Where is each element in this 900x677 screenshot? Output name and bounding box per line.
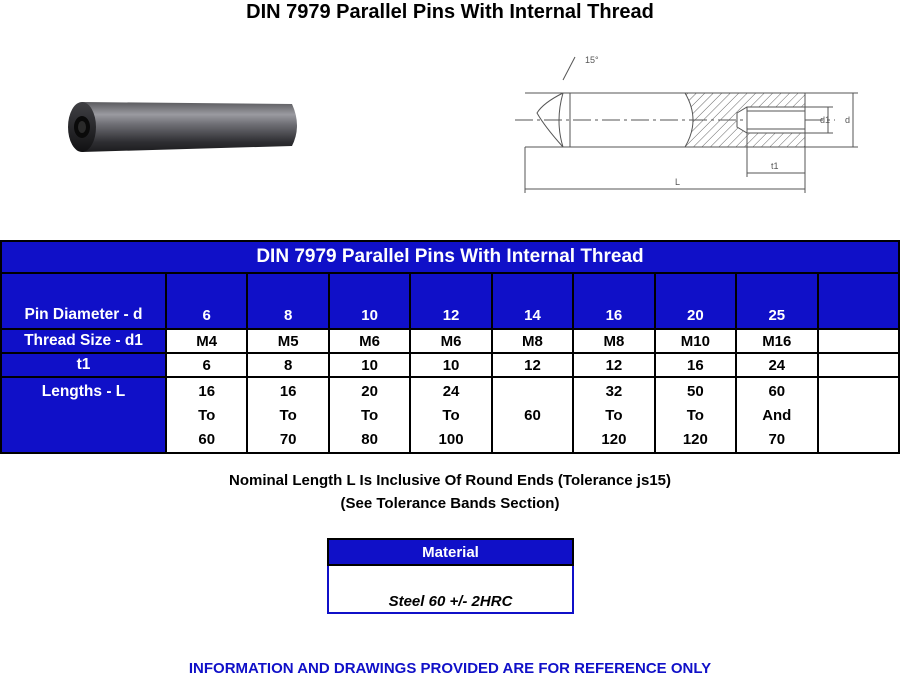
thread-cell: M8 xyxy=(492,329,573,353)
diameter-cell: 14 xyxy=(492,273,573,329)
length-to: 70 xyxy=(279,431,297,448)
diameter-cell: 10 xyxy=(329,273,410,329)
length-cell xyxy=(573,377,654,453)
length-cell xyxy=(736,377,817,453)
length-sep: To xyxy=(605,407,623,424)
material-table xyxy=(327,538,574,614)
t1-cell: 24 xyxy=(736,353,817,377)
table-caption: DIN 7979 Parallel Pins With Internal Thread xyxy=(1,241,899,273)
pin-photo xyxy=(60,90,310,162)
diameter-cell: 8 xyxy=(247,273,328,329)
diameter-cell: 16 xyxy=(573,273,654,329)
material-value: Steel 60 +/- 2HRC xyxy=(328,565,573,613)
length-from: 16 xyxy=(279,383,297,400)
thread-cell: M6 xyxy=(329,329,410,353)
t1-cell: 10 xyxy=(410,353,491,377)
t1-cell: 12 xyxy=(492,353,573,377)
d1-label: d1 xyxy=(820,115,831,125)
t1-row-label: t1 xyxy=(1,353,166,377)
length-sep: To xyxy=(360,407,379,424)
length-cell xyxy=(329,377,410,453)
thread-cell: M8 xyxy=(573,329,654,353)
diameter-cell: 6 xyxy=(166,273,247,329)
diameter-cell: 20 xyxy=(655,273,736,329)
spec-table xyxy=(0,240,900,454)
length-sep: And xyxy=(762,407,792,424)
length-cell: 60 xyxy=(492,377,573,453)
note-line-2: (See Tolerance Bands Section) xyxy=(340,495,560,512)
reference-disclaimer: INFORMATION AND DRAWINGS PROVIDED ARE FOR REFERENCE ONLY xyxy=(188,660,712,677)
length-to: 120 xyxy=(682,431,708,448)
length-cell xyxy=(410,377,491,453)
angle-label: 15° xyxy=(585,55,599,65)
t1-row xyxy=(1,353,899,377)
lengths-row xyxy=(1,377,899,453)
t1-cell: 16 xyxy=(655,353,736,377)
diameter-label: Pin Diameter - d xyxy=(1,273,166,329)
thread-cell: M5 xyxy=(247,329,328,353)
length-sep: To xyxy=(686,407,704,424)
length-from: 16 xyxy=(198,383,216,400)
material-header: Material xyxy=(328,539,573,565)
length-cell xyxy=(247,377,328,453)
lengths-label: Lengths - L xyxy=(1,377,166,453)
length-to: 60 xyxy=(198,431,216,448)
page-title: DIN 7979 Parallel Pins With Internal Thread xyxy=(246,1,654,23)
t1-label: t1 xyxy=(771,161,779,171)
thread-cell: M16 xyxy=(736,329,817,353)
length-to: 120 xyxy=(601,431,627,448)
t1-cell-empty xyxy=(818,353,900,377)
thread-cell: M10 xyxy=(655,329,736,353)
length-cell xyxy=(655,377,736,453)
d-label: d xyxy=(845,115,851,125)
length-from: 50 xyxy=(687,383,704,400)
t1-cell: 6 xyxy=(166,353,247,377)
thread-row xyxy=(1,329,899,353)
length-from: 20 xyxy=(361,383,378,400)
technical-drawing xyxy=(515,45,860,200)
length-to: 80 xyxy=(361,431,378,448)
length-to: 70 xyxy=(768,431,786,448)
length-to: 100 xyxy=(438,431,464,448)
length-from: 60 xyxy=(768,383,786,400)
length-sep: To xyxy=(198,407,216,424)
length-sep: To xyxy=(279,407,297,424)
length-cell xyxy=(166,377,247,453)
diameter-cell: 12 xyxy=(410,273,491,329)
t1-cell: 12 xyxy=(573,353,654,377)
t1-cell: 10 xyxy=(329,353,410,377)
t1-cell: 8 xyxy=(247,353,328,377)
length-from: 32 xyxy=(605,383,623,400)
diameter-cell-empty xyxy=(818,273,900,329)
diameter-cell: 25 xyxy=(736,273,817,329)
thread-cell: M6 xyxy=(410,329,491,353)
length-cell-empty xyxy=(818,377,900,453)
thread-cell: M4 xyxy=(166,329,247,353)
diameter-row xyxy=(1,273,899,329)
note-line-1: Nominal Length L Is Inclusive Of Round Ends (Tolerance js15) xyxy=(228,472,672,489)
thread-cell-empty xyxy=(818,329,900,353)
l-label: L xyxy=(675,177,681,187)
length-from: 24 xyxy=(442,383,460,400)
thread-label: Thread Size - d1 xyxy=(1,329,166,353)
length-sep: To xyxy=(442,407,460,424)
